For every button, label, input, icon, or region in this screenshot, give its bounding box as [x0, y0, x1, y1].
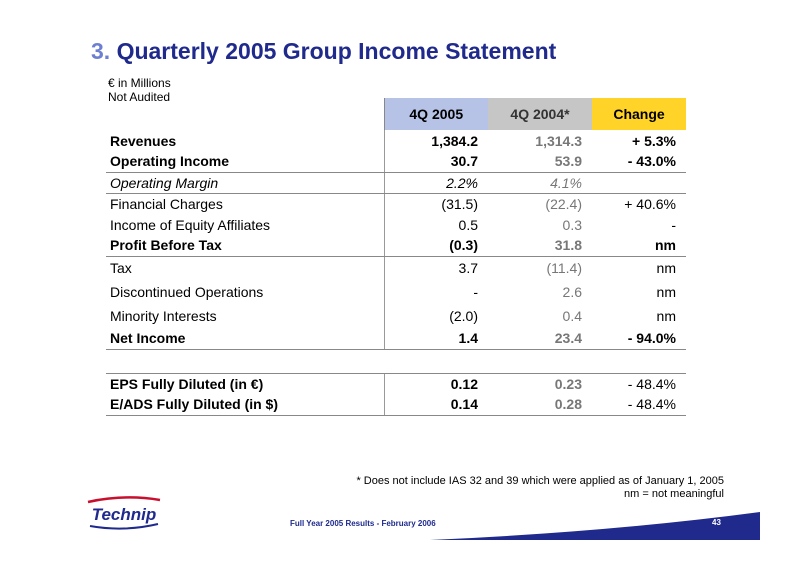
header-4q2005: 4Q 2005 — [384, 98, 488, 130]
cell-4q2004: 23.4 — [488, 328, 592, 349]
cell-4q2005: 1,384.2 — [384, 130, 488, 151]
cell-4q2004: 0.28 — [488, 394, 592, 415]
cell-4q2005: 3.7 — [384, 256, 488, 280]
cell-change: + 5.3% — [632, 132, 676, 149]
cell-4q2005: (2.0) — [384, 304, 488, 328]
cell-change: nm — [656, 308, 676, 324]
currency-note: € in Millions — [108, 76, 171, 90]
cell-4q2005: 0.5 — [384, 214, 488, 235]
cell-4q2005: 30.7 — [384, 151, 488, 172]
cell-4q2004: 0.4 — [562, 308, 582, 324]
footnote-ias: * Does not include IAS 32 and 39 which were applied as of January 1, 2005 — [356, 475, 724, 487]
row-label: Tax — [110, 260, 132, 277]
cell-change: nm — [592, 235, 686, 256]
row-label: EPS Fully Diluted (in €) — [106, 373, 384, 394]
cell-4q2004: 53.9 — [488, 151, 592, 172]
cell-4q2005: (31.5) — [384, 193, 488, 214]
row-label: Minority Interests — [110, 308, 217, 324]
cell-change — [592, 172, 686, 193]
table-row — [106, 256, 686, 280]
row-label: Revenues — [110, 132, 177, 149]
header-change: Change — [592, 98, 686, 130]
income-statement-table — [106, 98, 686, 416]
cell-4q2004: (11.4) — [546, 260, 582, 277]
table-row — [106, 328, 686, 349]
table-row — [106, 193, 686, 214]
table-row — [106, 235, 686, 256]
cell-change: nm — [656, 284, 676, 300]
cell-4q2005: 0.12 — [384, 373, 488, 394]
cell-change: - 94.0% — [592, 328, 686, 349]
row-label: Operating Income — [106, 151, 384, 172]
table-row — [106, 130, 686, 151]
cell-4q2005: 1.4 — [384, 328, 488, 349]
footer-text: Full Year 2005 Results - February 2006 — [290, 519, 436, 528]
table-row — [106, 280, 686, 304]
table-header-row — [106, 98, 686, 130]
table-row — [106, 373, 686, 394]
audit-note: Not Audited — [108, 90, 171, 104]
cell-change: - 48.4% — [592, 373, 686, 394]
logo-wordmark: Technip — [91, 505, 157, 524]
page-number: 43 — [712, 518, 721, 527]
cell-change: - 43.0% — [592, 151, 686, 172]
table-row — [106, 172, 686, 193]
cell-change: + 40.6% — [624, 195, 676, 212]
cell-4q2004: 31.8 — [488, 235, 592, 256]
cell-change: - 48.4% — [592, 394, 686, 415]
row-label: Profit Before Tax — [106, 235, 384, 256]
cell-4q2004: 4.1% — [488, 172, 592, 193]
row-label: Income of Equity Affiliates — [110, 216, 271, 233]
cell-change: nm — [656, 260, 676, 277]
technip-logo — [84, 494, 164, 534]
header-blank — [106, 98, 384, 130]
section-number: 3. — [91, 38, 111, 64]
footnote-nm: nm = not meaningful — [624, 488, 724, 500]
row-label: Discontinued Operations — [110, 284, 264, 300]
table-row — [106, 304, 686, 328]
cell-4q2005: 0.14 — [384, 394, 488, 415]
cell-4q2005: 2.2% — [384, 172, 488, 193]
table-row — [106, 214, 686, 235]
row-label: Net Income — [106, 328, 384, 349]
row-label: Operating Margin — [106, 172, 384, 193]
cell-4q2005: (0.3) — [384, 235, 488, 256]
row-label: Financial Charges — [110, 195, 223, 212]
cell-4q2004: (22.4) — [545, 195, 582, 212]
cell-4q2005: - — [384, 280, 488, 304]
footer-bar — [430, 512, 760, 540]
cell-4q2004: 2.6 — [562, 284, 582, 300]
table-spacer-row — [106, 349, 686, 373]
cell-4q2004: 0.3 — [562, 216, 582, 233]
title-text: Quarterly 2005 Group Income Statement — [116, 38, 557, 64]
table-row — [106, 151, 686, 172]
page-title — [91, 38, 556, 65]
cell-4q2004: 0.23 — [488, 373, 592, 394]
table-row — [106, 394, 686, 415]
footnotes — [356, 475, 724, 501]
row-label: E/ADS Fully Diluted (in $) — [106, 394, 384, 415]
cell-4q2004: 1,314.3 — [535, 132, 582, 149]
cell-change: - — [671, 216, 676, 233]
header-4q2004: 4Q 2004* — [488, 98, 592, 130]
